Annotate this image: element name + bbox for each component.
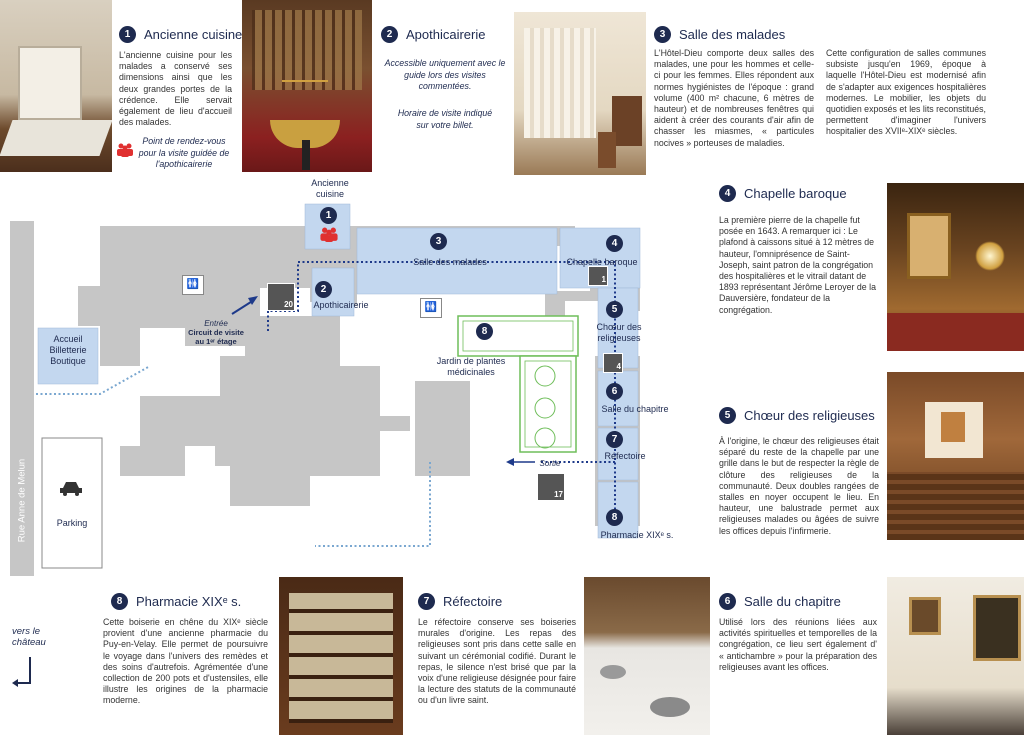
toilet-icon: 🚻	[182, 275, 204, 295]
map-label-circuit: Circuit de visite au 1ᵉʳ étage	[188, 328, 244, 346]
apothicairerie-note-2: Horaire de visite indiqué sur votre billet.	[397, 108, 493, 130]
number-badge: 5	[719, 407, 736, 424]
number-badge: 2	[381, 26, 398, 43]
map-badge-3[interactable]: 3	[430, 233, 447, 250]
malades-text-2: Cette configuration de salles communes subsiste jusqu'en 1969, époque à laquelle l'Hôtel-Dieu est modernisé afin de s'adapter aux exigences hospitalières modernes. Le mobilier, les objets du quotidien exposés et les lits reconstitués, permettent d'imaginer l'univers hospitalier des XVIIᵉ-XIXᵉ siècles.	[826, 48, 986, 137]
building-south	[120, 316, 410, 506]
chapelle-text: La première pierre de la chapelle fut posée en 1643. A remarquer ici : Le plafond à caissons situé à 12 mètres de hauteur, l'omniprésence de Saint-Joseph, saint patron de la congrégation des hospitalières et le vitrail datant de 1893 représentant Jérôme Leroyer de la Dauversière, fondateur de la congrégation.	[719, 215, 876, 315]
street-name: Rue Anne de Melun	[16, 458, 28, 543]
pharmacie-text: Cette boiserie en chêne du XIXᵉ siècle provient d'une ancienne pharmacie du Puy-en-Velay. Elle permet de poursuivre le voyage dans l'univers des remèdes et des soins d'autrefois. Agrémentée d'une collection de 200 pots et d'ustensiles, elle illustre les origines de la pharmacie moderne.	[103, 617, 268, 706]
map-label-parking: Parking	[56, 518, 88, 528]
section-title-cuisine: 1 Ancienne cuisine	[119, 26, 242, 43]
map-badge-7[interactable]: 7	[606, 431, 623, 448]
section-title-chapitre: 6 Salle du chapitre	[719, 593, 841, 610]
garden-border-south	[520, 356, 576, 452]
photo-ancienne-cuisine	[0, 0, 112, 172]
number-badge: 8	[111, 593, 128, 610]
photo-pharmacie	[279, 577, 403, 735]
malades-text-1: L'Hôtel-Dieu comporte deux salles des malades, une pour les hommes et celle-ci pour les femmes. Elles répondent aux normes hygiénistes de l'époque : grand volume (400 m² chacune, 6 mètres de hauteur) et de nombreuses fenêtres qui aident à créer des courants d'air afin de chasser les miasmes, « particules nocives » porteuses de maladies.	[654, 48, 814, 148]
map-badge-1[interactable]: 1	[320, 207, 337, 224]
section-title-chapelle: 4 Chapelle baroque	[719, 185, 847, 202]
section-title-refectoire: 7 Réfectoire	[418, 593, 502, 610]
number-badge: 4	[719, 185, 736, 202]
map-label-refectoire: Réfectoire	[604, 451, 646, 461]
map-badge-8[interactable]: 8	[606, 509, 623, 526]
garden	[458, 316, 578, 452]
garden-border-north	[458, 316, 578, 356]
map-label-chapelle: Chapelle baroque	[566, 257, 638, 267]
map-label-malades: Salle des malades	[413, 257, 487, 267]
choeur-text: À l'origine, le chœur des religieuses était séparé du reste de la chapelle par une grille dans le but de respecter la règle de clôture des religieuses de la communauté. Deux doubles rangées de stalles en noyer occupent le lieu. En hauteur, une balustrade permet aux religieuses malades ou âgées de suivre les offices depuis l'infirmerie.	[719, 436, 879, 536]
map-label-chapitre: Salle du chapitre	[601, 404, 669, 414]
chapitre-text: Utilisé lors des réunions liées aux activités spirituelles et temporelles de la congrégation, ce lieu sert également d' « antichambre » pour la préparation des religieuses avant les offices.	[719, 617, 877, 672]
cuisine-note: Point de rendez-vous pour la visite guidée de l'apothicairerie	[138, 136, 230, 169]
map-label-pharmacie: Pharmacie XIXᵉ s.	[600, 530, 674, 540]
number-badge: 6	[719, 593, 736, 610]
section-title-choeur: 5 Chœur des religieuses	[719, 407, 875, 424]
map-badge-8-garden[interactable]: 8	[476, 323, 493, 340]
stairs-icon: 20	[267, 283, 295, 311]
stairs-icon: 1	[588, 266, 608, 286]
section-title-apothicairerie: 2 Apothicairerie	[381, 26, 486, 43]
stairs-icon: 4	[603, 353, 623, 373]
photo-chapelle-baroque	[887, 183, 1024, 351]
map-label-accueil: Accueil Billetterie Boutique	[49, 334, 87, 366]
map-badge-5[interactable]: 5	[606, 301, 623, 318]
map-label-jardin: Jardin de plantes médicinales	[436, 356, 506, 377]
group-icon	[116, 143, 134, 157]
refectoire-text: Le réfectoire conserve ses boiseries murales d'origine. Les repas des religieuses sont pris dans cette salle en suivant un cérémonial codifié. Durant le repas, le silence n'est brisé que par la voix d'une religieuse désignée pour faire la lecture des statuts de la communauté ou d'un livre saint.	[418, 617, 576, 706]
map-label-apothicairerie: Apothicairerie	[313, 300, 369, 310]
number-badge: 7	[418, 593, 435, 610]
map-group-icon	[319, 227, 339, 242]
photo-refectoire	[584, 577, 710, 735]
car-icon	[59, 480, 83, 496]
stairs-icon: 17	[537, 473, 565, 501]
photo-salle-du-chapitre	[887, 577, 1024, 735]
parking-area	[42, 438, 102, 568]
section-title-malades: 3 Salle des malades	[654, 26, 785, 43]
map-label-entree: Entrée	[204, 319, 228, 328]
photo-apothicairerie	[242, 0, 372, 172]
number-badge: 1	[119, 26, 136, 43]
map-label-sortie: Sortie	[539, 459, 561, 468]
building-south-east	[415, 381, 470, 476]
photo-salle-des-malades	[514, 12, 646, 175]
map-label-choeur: Chœur des religieuses	[596, 322, 642, 343]
map-badge-4[interactable]: 4	[606, 235, 623, 252]
toilet-icon: 🚻	[420, 298, 442, 318]
apothicairerie-note-1: Accessible uniquement avec le guide lors des visites commentées.	[384, 58, 506, 91]
map-badge-2[interactable]: 2	[315, 281, 332, 298]
photo-choeur-des-religieuses	[887, 372, 1024, 540]
vers-le-chateau: vers le château	[12, 626, 46, 648]
chateau-arrow	[10, 655, 36, 691]
number-badge: 3	[654, 26, 671, 43]
map-badge-6[interactable]: 6	[606, 383, 623, 400]
section-title-pharmacie: 8 Pharmacie XIXᵉ s.	[111, 593, 241, 610]
map-label-cuisine: Ancienne cuisine	[311, 178, 349, 199]
cuisine-text: L'ancienne cuisine pour les malades a conservé ses dimensions ainsi que les deux grandes portes de la crédence. Elle servait également de lieu d'accueil des malades.	[119, 50, 232, 128]
